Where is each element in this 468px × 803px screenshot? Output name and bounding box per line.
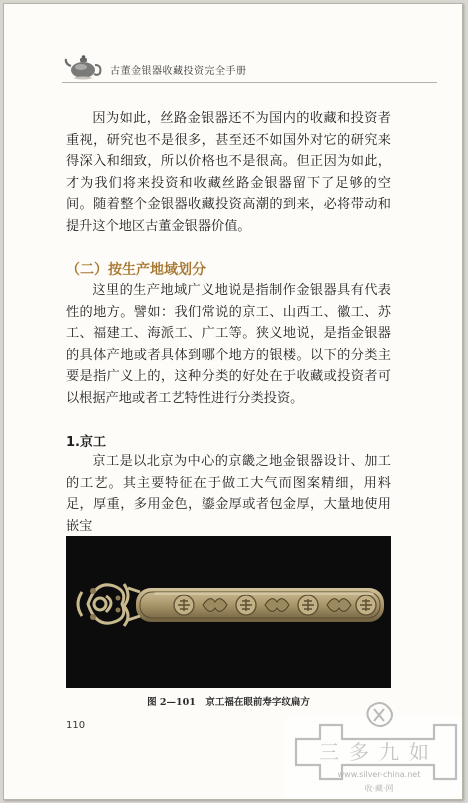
knot-icon	[284, 699, 462, 799]
watermark-url: www.silver-china.net	[337, 770, 421, 779]
section-heading: （二）按生产地域划分	[66, 262, 206, 278]
teapot-icon	[64, 52, 104, 80]
sub-heading: 1.京工	[66, 435, 106, 450]
watermark-logo	[284, 699, 462, 799]
running-header	[64, 52, 444, 80]
page-number: 110	[66, 720, 86, 731]
watermark-brand: 三多九如	[319, 740, 439, 764]
sub-paragraph: 京工是以北京为中心的京畿之地金银器设计、加工的工艺。其主要特征在于做工大气而图案精细，用料足，厚重，多用金色，鎏金厚或者包金厚，大量地使用嵌宝	[66, 454, 391, 534]
hairpin-photo	[66, 536, 391, 688]
header-title: 古董金银器收藏投资完全手册	[110, 66, 247, 77]
intro-paragraph: 因为如此，丝路金银器还不为国内的收藏和投资者重视，研究也不是很多，甚至还不如国外对它的研究来得深入和细致，所以价格也不是很高。但正因为如此，才为我们将来投资和收藏丝路金银器留下了足够的空间。随着整个金银器收藏投资高潮的到来，必将带动和提升这个地区古董金银器价值。	[66, 111, 391, 234]
book-page	[3, 3, 463, 800]
header-divider	[62, 82, 437, 83]
watermark-sub: 收·藏·网	[364, 784, 394, 793]
section-paragraph: 这里的生产地域广义地说是指制作金银器具有代表性的地方。譬如：我们常说的京工、山西工、徽工、苏工、福建工、海派工、广工等。狭义地说，是指金银器的具体产地或者具体到哪个地方的银楼。以下的分类主要是指广义上的，这种分类的好处在于收藏或投资者可以根据产地或者工艺特性进行分类投资。	[66, 283, 391, 406]
figure-caption: 图 2—101 京工福在眼前寿字纹扁方	[147, 697, 310, 708]
